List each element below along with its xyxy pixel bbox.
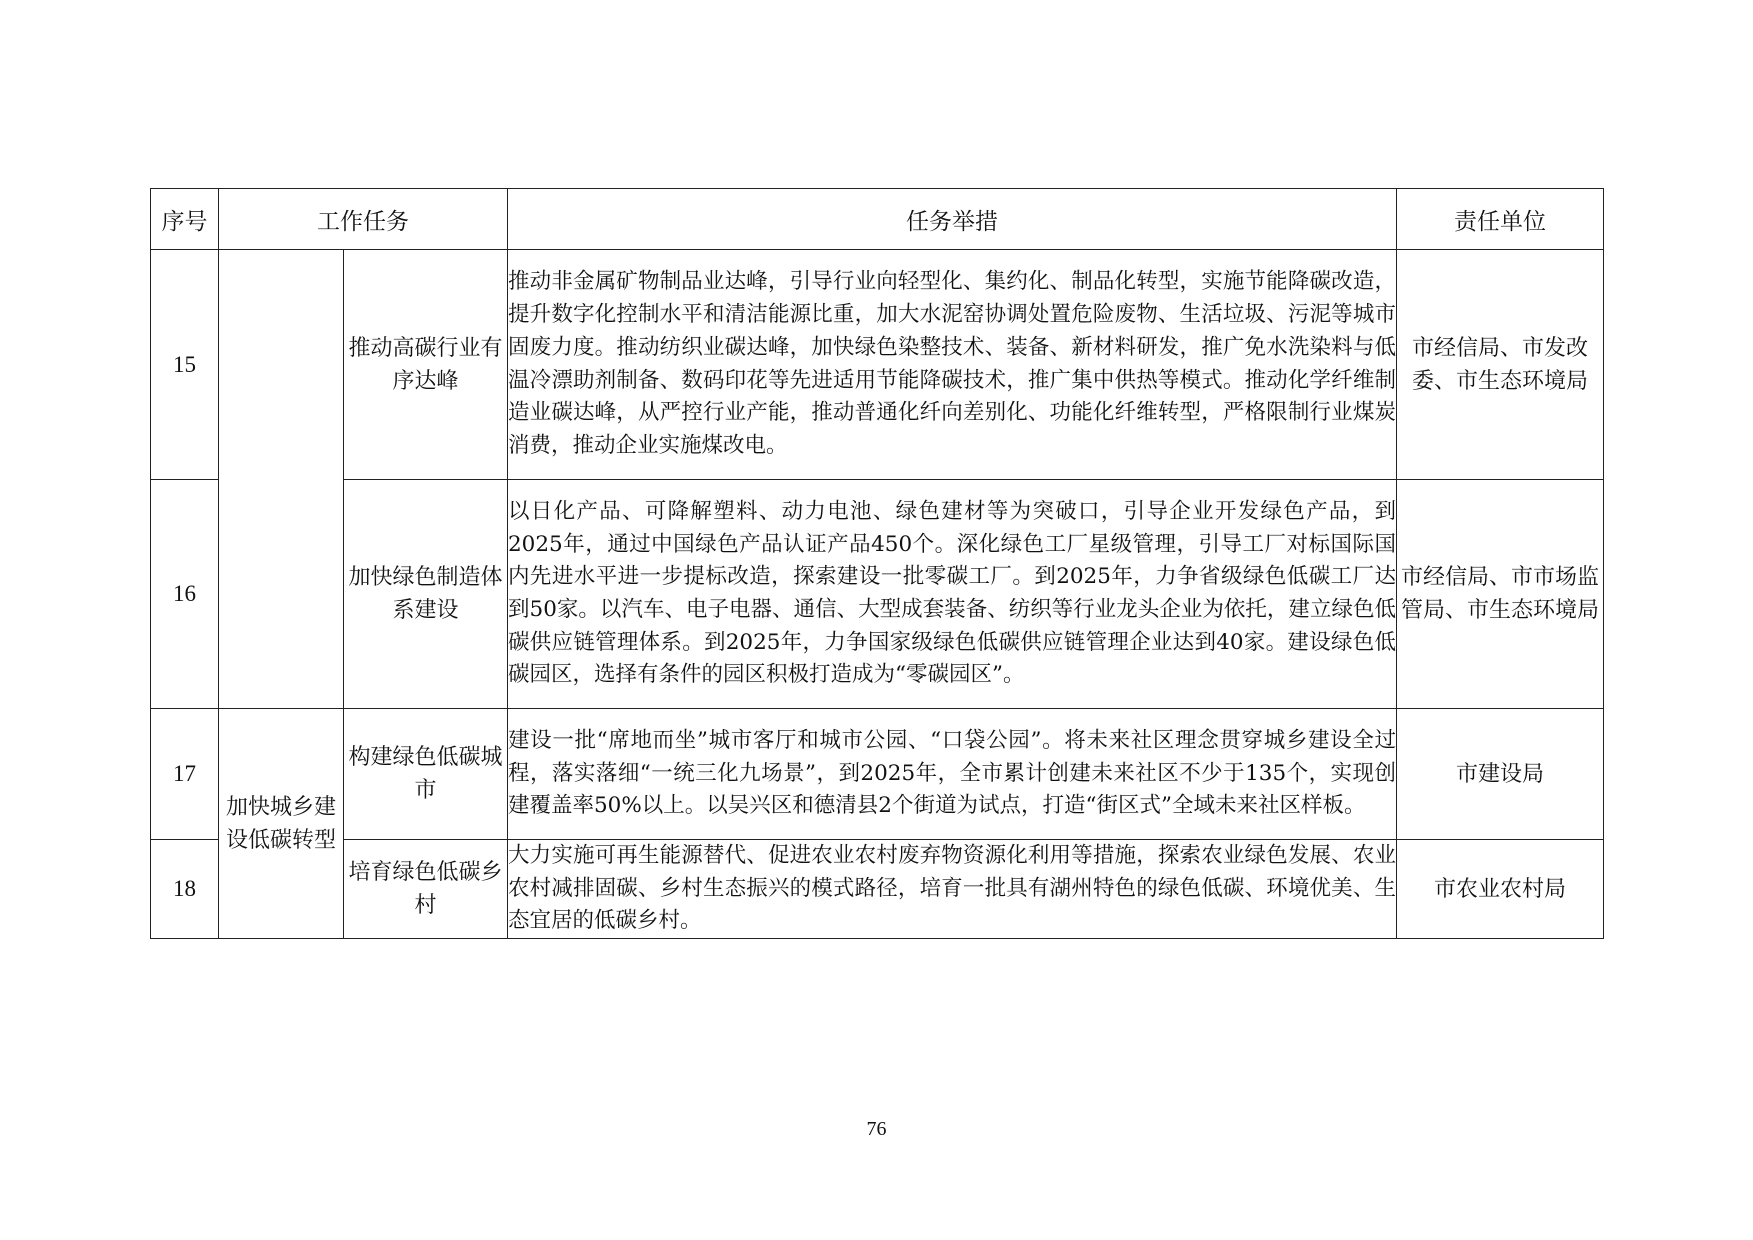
category-cell-urban-rural: 加快城乡建设低碳转型 — [219, 709, 344, 939]
measure-cell — [508, 250, 1397, 480]
header-measures: 任务举措 — [508, 189, 1397, 250]
measure-text: 建设一批“席地而坐”城市客厅和城市公园、“口袋公园”。将未来社区理念贯穿城乡建设全过程，落实落细“一统三化九场景”，到2025年，全市累计创建未来社区不少于135个，实现创建覆盖率50%以上。以吴兴区和德清县2个街道为试点，打造“街区式”全域未来社区样板。 — [508, 727, 1396, 819]
header-responsible: 责任单位 — [1397, 189, 1604, 250]
table-row — [151, 480, 1604, 709]
responsible-unit-cell: 市经信局、市发改委、市生态环境局 — [1397, 250, 1604, 480]
responsible-unit-cell: 市经信局、市市场监管局、市生态环境局 — [1397, 480, 1604, 709]
task-table — [150, 188, 1604, 939]
row-number: 16 — [151, 480, 219, 709]
row-number: 18 — [151, 840, 219, 939]
subtask-cell: 培育绿色低碳乡村 — [344, 840, 508, 939]
category-cell — [219, 250, 344, 709]
page-number: 76 — [866, 1118, 887, 1140]
header-row — [151, 189, 1604, 250]
table-row — [151, 840, 1604, 939]
responsible-unit-cell: 市建设局 — [1397, 709, 1604, 840]
table-row — [151, 250, 1604, 480]
measure-text: 以日化产品、可降解塑料、动力电池、绿色建材等为突破口，引导企业开发绿色产品，到2025年，通过中国绿色产品认证产品450个。深化绿色工厂星级管理，引导工厂对标国际国内先进水平进一步提标改造，探索建设一批零碳工厂。到2025年，力争省级绿色低碳工厂达到50家。以汽车、电子电器、通信、大型成套装备、纺织等行业龙头企业为依托，建立绿色低碳供应链管理体系。到2025年，力争国家级绿色低碳供应链管理企业达到40家。建设绿色低碳园区，选择有条件的园区积极打造成为“零碳园区”。 — [508, 498, 1396, 688]
measure-cell — [508, 480, 1397, 709]
subtask-cell: 加快绿色制造体系建设 — [344, 480, 508, 709]
subtask-cell: 构建绿色低碳城市 — [344, 709, 508, 840]
measure-text: 推动非金属矿物制品业达峰，引导行业向轻型化、集约化、制品化转型，实施节能降碳改造，提升数字化控制水平和清洁能源比重，加大水泥窑协调处置危险废物、生活垃圾、污泥等城市固废力度。推动纺织业碳达峰，加快绿色染整技术、装备、新材料研发，推广免水洗染料与低温冷漂助剂制备、数码印花等先进适用节能降碳技术，推广集中供热等模式。推动化学纤维制造业碳达峰，从严控行业产能，推动普通化纤向差别化、功能化纤维转型，严格限制行业煤炭消费，推动企业实施煤改电。 — [508, 269, 1396, 458]
table-row — [151, 709, 1604, 840]
responsible-unit-cell: 市农业农村局 — [1397, 840, 1604, 939]
row-number: 17 — [151, 709, 219, 840]
measure-cell — [508, 840, 1397, 939]
header-seq: 序号 — [151, 189, 219, 250]
subtask-cell: 推动高碳行业有序达峰 — [344, 250, 508, 480]
measure-text: 大力实施可再生能源替代、促进农业农村废弃物资源化利用等措施，探索农业绿色发展、农业农村减排固碳、乡村生态振兴的模式路径，培育一批具有湖州特色的绿色低碳、环境优美、生态宜居的低碳乡村。 — [508, 843, 1396, 934]
header-work-task: 工作任务 — [219, 189, 508, 250]
row-number: 15 — [151, 250, 219, 480]
measure-cell — [508, 709, 1397, 840]
